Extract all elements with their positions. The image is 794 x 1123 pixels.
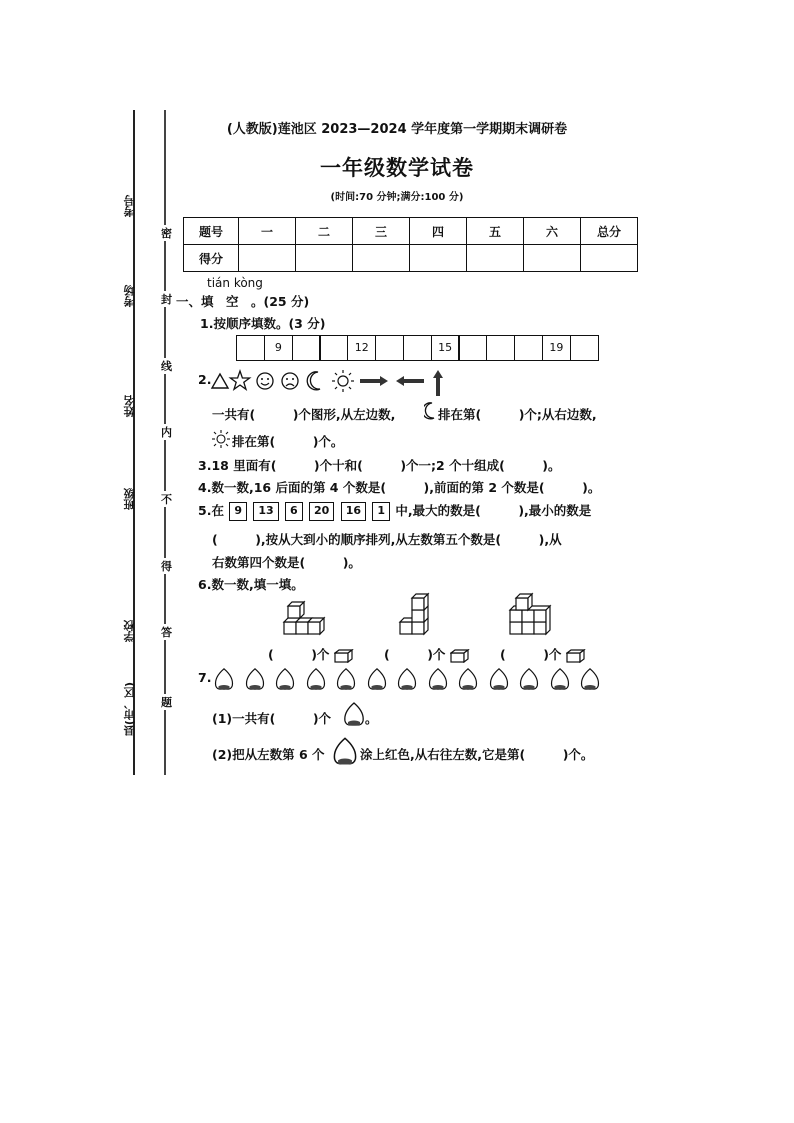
question-5-line-1: [198, 501, 591, 521]
moon-icon: [307, 372, 320, 390]
question-4-text: 4.数一数,16 后面的第 4 个数是( ),前面的第 2 个数是( )。: [198, 480, 601, 495]
question-2-line-1a: 一共有( )个图形,从左边数,: [212, 407, 396, 422]
sun-icon: [211, 429, 231, 449]
side-label-exam-room: 考场: [123, 285, 136, 307]
peach-icon[interactable]: [427, 667, 449, 691]
peach-icon: [332, 736, 358, 766]
peach-icon: [343, 700, 365, 728]
seal-char-3: 线: [161, 360, 172, 373]
sequence-cell[interactable]: [486, 335, 515, 361]
score-header-cell: 六: [524, 218, 581, 245]
sad-face-icon: [282, 373, 298, 389]
sequence-cell[interactable]: [375, 335, 404, 361]
seal-char-2: 封: [161, 293, 172, 306]
score-header-cell: 题号: [184, 218, 239, 245]
question-6-answer-text: ( )个: [500, 647, 562, 662]
question-6-text: 6.数一数,填一填。: [198, 577, 304, 592]
score-header-cell: 三: [353, 218, 410, 245]
sequence-cell[interactable]: [403, 335, 432, 361]
section-pinyin: tián kòng: [207, 276, 263, 290]
score-header-cell: 四: [410, 218, 467, 245]
sequence-cell[interactable]: [319, 335, 348, 361]
sequence-cell[interactable]: [236, 335, 265, 361]
sequence-cell: 9: [264, 335, 293, 361]
score-table-header-row: [184, 218, 638, 245]
number-box: 6: [285, 502, 303, 521]
number-box: 16: [341, 502, 366, 521]
score-cell[interactable]: [353, 245, 410, 272]
side-label-class: 班级: [123, 488, 136, 510]
sequence-cell[interactable]: [458, 335, 487, 361]
triangle-icon: [212, 374, 228, 388]
peach-icon[interactable]: [213, 667, 235, 691]
peach-icon[interactable]: [518, 667, 540, 691]
peach-icon[interactable]: [366, 667, 388, 691]
peach-icon[interactable]: [335, 667, 357, 691]
side-label-county: 县(市、区): [123, 682, 136, 737]
question-7-part-1a: (1)一共有( )个: [212, 711, 332, 726]
shape-row: [210, 368, 450, 398]
question-5-line-3: 右数第四个数是( )。: [212, 555, 361, 570]
cube-icon: [566, 649, 586, 663]
seal-char-5: 不: [161, 493, 172, 506]
cube-icon: [334, 649, 354, 663]
exam-info: (时间:70 分钟;满分:100 分): [330, 192, 464, 203]
peach-icon[interactable]: [274, 667, 296, 691]
score-header-cell: 总分: [581, 218, 638, 245]
question-5-prefix: 5.在: [198, 503, 224, 518]
sequence-cell: 19: [542, 335, 571, 361]
question-7-part-1b: 。: [365, 711, 378, 726]
cube-stack-1: [282, 598, 328, 638]
score-header-cell: 一: [239, 218, 296, 245]
sequence-cell: 15: [431, 335, 460, 361]
side-label-school: 学校: [123, 620, 136, 642]
question-6-answer-2: [384, 645, 470, 663]
seal-char-8: 题: [161, 696, 172, 709]
peach-icon[interactable]: [457, 667, 479, 691]
seal-char-7: 答: [161, 626, 172, 639]
question-7-part-2a: (2)把从左数第 6 个: [212, 747, 325, 762]
question-7-part-2b: 涂上红色,从右往左数,它是第( )个。: [360, 747, 594, 762]
seal-char-4: 内: [161, 426, 172, 439]
exam-header-line: (人教版)莲池区 2023—2024 学年度第一学期期末调研卷: [226, 122, 568, 137]
question-2-number: 2.: [198, 372, 212, 387]
peach-icon[interactable]: [579, 667, 601, 691]
number-box: 20: [309, 502, 334, 521]
exam-title: 一年级数学试卷: [320, 156, 474, 180]
question-6-answer-1: [268, 645, 354, 663]
question-6-answer-3: [500, 645, 586, 663]
question-2-line-1b: 排在第( )个;从右边数,: [438, 407, 597, 422]
seal-char-6: 得: [161, 560, 172, 573]
side-label-name: 姓名: [123, 395, 136, 417]
section-title: 一、填 空 。(25 分): [176, 294, 310, 309]
score-table: [183, 217, 638, 272]
score-cell[interactable]: [239, 245, 296, 272]
moon-icon: [424, 402, 438, 420]
question-5-line-2: ( ),按从大到小的顺序排列,从左数第五个数是( ),从: [212, 532, 562, 547]
peach-icon[interactable]: [549, 667, 571, 691]
score-cell[interactable]: [467, 245, 524, 272]
score-row-label: 得分: [184, 245, 239, 272]
sequence-cell[interactable]: [514, 335, 543, 361]
right-arrow-icon: [360, 376, 388, 386]
question-6-answer-text: ( )个: [384, 647, 446, 662]
smiley-face-icon: [257, 373, 273, 389]
side-label-exam-number: 考号: [123, 195, 136, 217]
number-box: 13: [253, 502, 278, 521]
peach-icon[interactable]: [305, 667, 327, 691]
up-arrow-icon: [433, 370, 443, 396]
score-header-cell: 五: [467, 218, 524, 245]
star-icon: [230, 371, 249, 389]
question-1-text: 1.按顺序填数。(3 分): [200, 316, 326, 331]
number-box: 9: [229, 502, 247, 521]
question-5-line-1-suffix: 中,最大的数是( ),最小的数是: [395, 503, 592, 518]
question-7-number: 7.: [198, 670, 212, 685]
peach-icon[interactable]: [396, 667, 418, 691]
cube-stack-2: [396, 590, 436, 638]
sun-icon: [332, 370, 354, 392]
sequence-cell[interactable]: [570, 335, 599, 361]
score-header-cell: 二: [296, 218, 353, 245]
question-6-answer-text: ( )个: [268, 647, 330, 662]
cube-stack-3: [506, 592, 552, 640]
question-2-line-2: 排在第( )个。: [232, 434, 344, 449]
peach-icon[interactable]: [244, 667, 266, 691]
score-cell[interactable]: [524, 245, 581, 272]
question-3-text: 3.18 里面有( )个十和( )个一;2 个十组成( )。: [198, 458, 561, 473]
score-cell[interactable]: [410, 245, 467, 272]
left-arrow-icon: [396, 376, 424, 386]
cube-icon: [450, 649, 470, 663]
binding-line-right: [164, 110, 166, 775]
number-box: 1: [372, 502, 390, 521]
sequence-cell[interactable]: [292, 335, 321, 361]
sequence-cell: 12: [347, 335, 376, 361]
score-cell[interactable]: [581, 245, 638, 272]
score-table-score-row: [184, 245, 638, 272]
score-cell[interactable]: [296, 245, 353, 272]
peach-icon[interactable]: [488, 667, 510, 691]
seal-char-1: 密: [161, 227, 172, 240]
